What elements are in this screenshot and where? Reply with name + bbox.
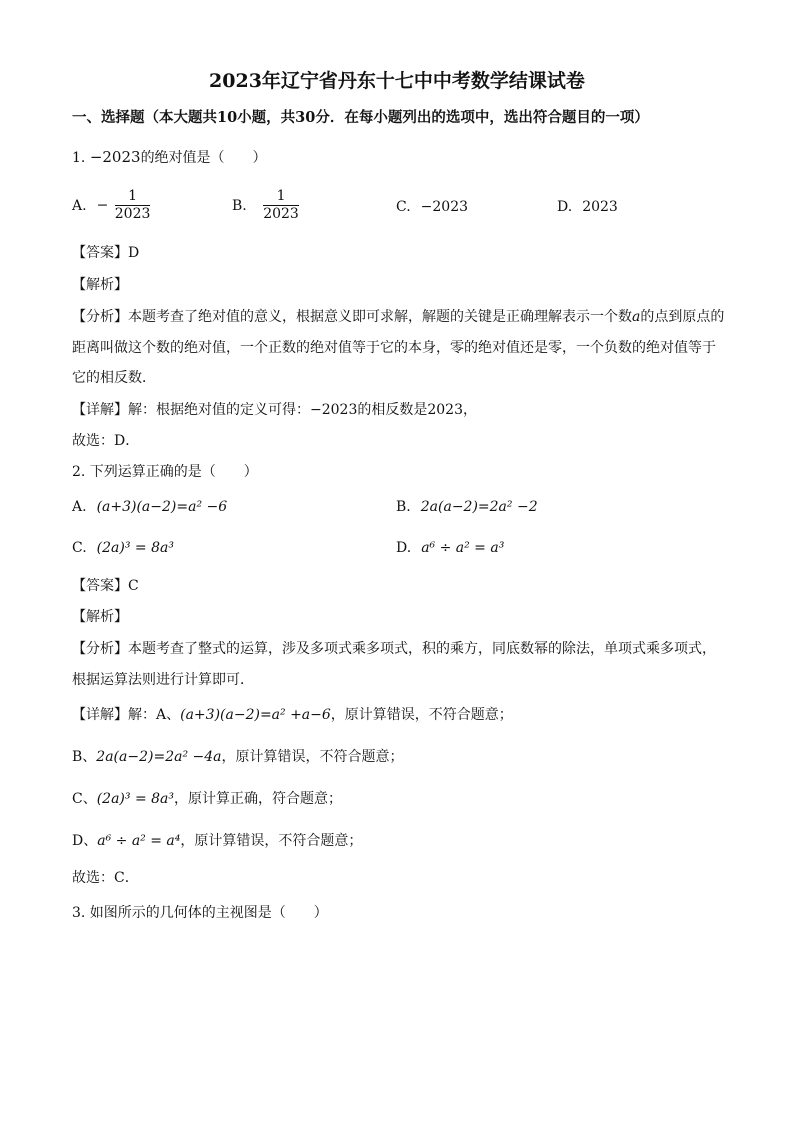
detail-b (72, 747, 404, 767)
detail-prefix: D、 (72, 833, 98, 849)
answer-q1: 【答案】D (72, 245, 140, 261)
detail-text: ，原计算错误，不符合题意； (180, 833, 363, 849)
question-expression: −2023 (89, 148, 141, 166)
option-expression: (2a)³ = 8a³ (96, 540, 174, 556)
analysis-tag-q1: 【解析】 (72, 277, 128, 293)
fraction-numerator: 1 (263, 188, 299, 206)
detail-a (72, 705, 513, 725)
option-a[interactable] (72, 188, 152, 223)
analysis-line-1 (72, 307, 724, 327)
detail-prefix: B、 (72, 749, 97, 765)
option-expression: 2a(a−2)=2a² −2 (420, 499, 538, 515)
detail-expression: 2a(a−2)=2a² −4a (96, 749, 222, 765)
option-a[interactable] (72, 497, 227, 517)
question-3-stem: 3. 如图所示的几何体的主视图是（ ） (72, 905, 328, 921)
detail-text: ，原计算错误，不符合题意； (330, 707, 513, 723)
detail-d (72, 831, 362, 851)
choose-q1: 故选：D． (72, 433, 140, 449)
fraction (263, 188, 299, 223)
detail-prefix: 【详解】解：A、 (72, 707, 181, 723)
question-1-stem (72, 147, 267, 168)
variable: a (632, 309, 641, 325)
fraction-numerator: 1 (115, 188, 151, 206)
detail-text: ，原计算错误，不符合题意； (221, 749, 404, 765)
analysis-tag-q2: 【解析】 (72, 609, 128, 625)
detail-text: ，原计算正确，符合题意； (174, 791, 343, 807)
option-b[interactable] (232, 188, 301, 223)
analysis-text-end: 的点到原点的 (640, 309, 725, 325)
option-label: A. (72, 499, 87, 515)
question-text: 的绝对值是（ ） (140, 150, 267, 166)
choose-q2: 故选：C． (72, 870, 139, 886)
option-c[interactable] (72, 538, 174, 558)
option-label: D. (557, 199, 573, 215)
option-label: B. (396, 499, 411, 515)
analysis-line-2: 距离叫做这个数的绝对值，一个正数的绝对值等于它的本身，零的绝对值还是零，一个负数的绝对值等于 (72, 340, 716, 356)
option-expression: a⁶ ÷ a² = a³ (421, 540, 505, 556)
section-heading: 一、选择题（本大题共10小题，共30分．在每小题列出的选项中，选出符合题目的一项） (72, 109, 649, 126)
option-b[interactable] (396, 497, 538, 517)
option-sign: − (96, 197, 109, 214)
option-d[interactable] (396, 538, 504, 558)
option-expression: (a+3)(a−2)=a² −6 (96, 499, 228, 515)
analysis-line-3: 它的相反数． (72, 370, 156, 386)
detail-q1: 【详解】解：根据绝对值的定义可得：−2023的相反数是2023， (72, 402, 477, 418)
detail-expression: a⁶ ÷ a² = a⁴ (97, 833, 181, 849)
page-title: 2023年辽宁省丹东十七中中考数学结课试卷 (209, 70, 585, 92)
fraction-denominator: 2023 (114, 206, 151, 222)
option-value: −2023 (420, 199, 469, 215)
analysis-line-1: 【分析】本题考查了整式的运算，涉及多项式乘多项式，积的乘方，同底数幂的除法，单项式乘多项式， (72, 641, 716, 657)
option-label: C. (72, 540, 87, 556)
question-2-stem: 2. 下列运算正确的是（ ） (72, 464, 258, 480)
detail-c (72, 789, 342, 809)
option-value: 2023 (582, 199, 618, 215)
option-label: A. (72, 197, 87, 214)
fraction-denominator: 2023 (263, 206, 299, 222)
option-c[interactable] (396, 197, 468, 217)
fraction (115, 188, 151, 223)
analysis-text: 【分析】本题考查了绝对值的意义，根据意义即可求解，解题的关键是正确理解表示一个数 (72, 309, 632, 325)
option-label: B. (232, 197, 247, 214)
detail-prefix: C、 (72, 791, 97, 807)
question-number: 1. (72, 150, 86, 166)
detail-expression: (a+3)(a−2)=a² +a−6 (180, 707, 331, 723)
answer-q2: 【答案】C (72, 578, 139, 594)
detail-expression: (2a)³ = 8a³ (96, 791, 175, 807)
option-label: D. (396, 540, 412, 556)
option-d[interactable] (557, 197, 618, 217)
option-label: C. (396, 199, 411, 215)
analysis-line-2: 根据运算法则进行计算即可． (72, 672, 254, 688)
